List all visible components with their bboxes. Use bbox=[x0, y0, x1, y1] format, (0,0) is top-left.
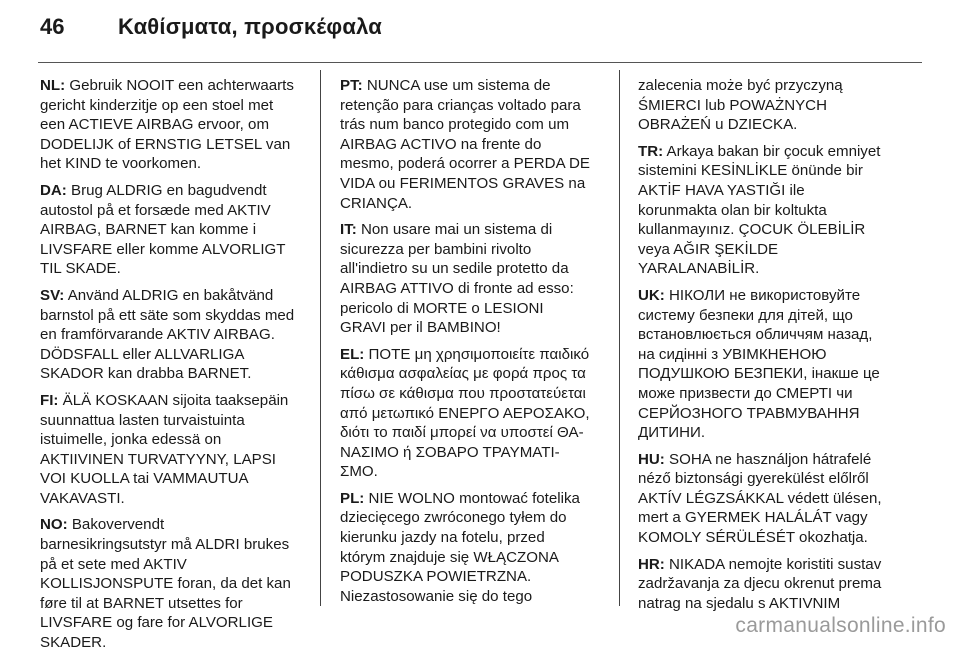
text-line bbox=[40, 391, 308, 411]
warning-paragraph bbox=[40, 515, 308, 652]
line-text: AIRBAG ATTIVO di fronte ad esso: bbox=[340, 279, 574, 297]
line-text: ΠΟΤΕ μη χρησιμοποιείτε παιδικό bbox=[364, 345, 590, 363]
text-line bbox=[638, 423, 906, 443]
line-text: kullanmayınız. ÇOCUK ÖLEBİLİR bbox=[638, 221, 866, 239]
text-line bbox=[40, 115, 308, 135]
text-line bbox=[40, 286, 308, 306]
line-text: Bakovervendt bbox=[67, 516, 165, 534]
language-code: UK: bbox=[638, 286, 665, 304]
text-line bbox=[40, 515, 308, 535]
warning-paragraph bbox=[638, 76, 906, 135]
line-text: διότι το παιδί μπορεί να υποστεί ΘΑ- bbox=[340, 424, 584, 442]
text-line bbox=[638, 306, 906, 326]
line-text: kierunku jazdy na fotelu, przed bbox=[340, 529, 545, 547]
line-text: korunmakta olan bir koltukta bbox=[638, 201, 827, 219]
text-line bbox=[40, 555, 308, 575]
line-text: barnesikringsutstyr må ALDRI brukes bbox=[40, 536, 290, 554]
line-text: KOMOLY SÉRÜLÉSÉT okozhatja. bbox=[638, 529, 868, 547]
text-line bbox=[638, 555, 906, 575]
text-line bbox=[340, 76, 608, 96]
language-code: EL: bbox=[340, 345, 365, 363]
warning-paragraph bbox=[40, 391, 308, 509]
text-line bbox=[40, 594, 308, 614]
line-text: систему безпеки для дітей, що bbox=[638, 306, 853, 324]
line-text: autostol på et forsæde med AKTIV bbox=[40, 201, 271, 219]
text-line bbox=[638, 286, 906, 306]
text-line bbox=[340, 462, 608, 482]
line-text: natrag na sjedalu s AKTIVNIM bbox=[638, 594, 841, 612]
text-line bbox=[638, 508, 906, 528]
line-text: suunnattua lasten turvaistuinta bbox=[40, 411, 245, 429]
text-line bbox=[638, 345, 906, 365]
line-text: LIVSFARE og fare for ALVORLIGE bbox=[40, 614, 273, 632]
line-text: DÖDSFALL eller ALLVARLIGA bbox=[40, 345, 245, 363]
line-text: κάθισμα ασφαλείας με φορά προς τα bbox=[340, 365, 586, 383]
text-line bbox=[40, 450, 308, 470]
text-line bbox=[638, 142, 906, 162]
text-line bbox=[638, 384, 906, 404]
line-text: ΣΜΟ. bbox=[340, 463, 378, 481]
warning-paragraph bbox=[638, 450, 906, 548]
text-line bbox=[340, 240, 608, 260]
line-text: het KIND te voorkomen. bbox=[40, 155, 202, 173]
line-text: ΝΑΣΙΜΟ ή ΣΟΒΑΡΟ ΤΡΑΥΜΑΤΙ- bbox=[340, 443, 560, 461]
page-number: 46 bbox=[40, 14, 65, 39]
text-line bbox=[340, 220, 608, 240]
text-line bbox=[340, 154, 608, 174]
column-divider bbox=[619, 70, 620, 606]
text-line bbox=[40, 240, 308, 260]
text-line bbox=[40, 259, 308, 279]
language-code: FI: bbox=[40, 391, 59, 409]
line-text: sistemini KESİNLİKLE önünde bir bbox=[638, 162, 863, 180]
text-line bbox=[638, 220, 906, 240]
text-line bbox=[40, 306, 308, 326]
text-line bbox=[340, 587, 608, 607]
text-line bbox=[638, 450, 906, 470]
text-line bbox=[340, 194, 608, 214]
text-line bbox=[40, 345, 308, 365]
line-text: en framförvarande AKTIV AIRBAG. bbox=[40, 326, 275, 344]
text-line bbox=[638, 404, 906, 424]
text-line bbox=[40, 154, 308, 174]
line-text: ДИТИНИ. bbox=[638, 424, 706, 442]
text-line bbox=[340, 259, 608, 279]
warning-paragraph bbox=[638, 286, 906, 443]
line-text: KOLLISJONSPUTE foran, da det kan bbox=[40, 575, 291, 593]
warning-paragraph bbox=[638, 555, 906, 614]
line-text: Gebruik NOOIT een achterwaarts bbox=[65, 77, 294, 94]
language-code: HU: bbox=[638, 450, 665, 468]
text-line bbox=[340, 508, 608, 528]
line-text: retenção para crianças voltado para bbox=[340, 96, 581, 114]
line-text: СЕРЙОЗНОГО ТРАВМУВАННЯ bbox=[638, 404, 860, 422]
language-code: NO: bbox=[40, 516, 68, 534]
text-line bbox=[40, 201, 308, 221]
line-text: LIVSFARE eller komme ALVORLIGT bbox=[40, 240, 286, 258]
warning-paragraph bbox=[340, 76, 608, 213]
text-line bbox=[40, 535, 308, 555]
text-line bbox=[340, 115, 608, 135]
line-text: на сидінні з УВІМКНЕНОЮ bbox=[638, 345, 827, 363]
text-line bbox=[340, 135, 608, 155]
watermark: carmanualsonline.info bbox=[735, 614, 946, 637]
line-text: néző biztonsági gyerekülést előlről bbox=[638, 470, 869, 488]
line-text: mert a GYERMEK HALÁLÁT vagy bbox=[638, 509, 868, 527]
language-code: IT: bbox=[340, 221, 357, 239]
line-text: NUNCA use um sistema de bbox=[362, 77, 551, 94]
line-text: którym znajduje się WŁĄCZONA bbox=[340, 548, 559, 566]
line-text: gericht kinderzitje op een stoel met bbox=[40, 96, 274, 114]
text-line bbox=[40, 96, 308, 116]
line-text: ПОДУШКОЮ БЕЗПЕКИ, інакше це bbox=[638, 365, 880, 383]
text-line bbox=[638, 240, 906, 260]
text-line bbox=[40, 613, 308, 633]
line-text: OBRAŻEŃ u DZIECKA. bbox=[638, 116, 798, 134]
line-text: AIRBAG, BARNET kan komme i bbox=[40, 221, 257, 239]
line-text: SKADOR kan drabba BARNET. bbox=[40, 365, 252, 383]
line-text: føre til at BARNET utsettes for bbox=[40, 594, 243, 612]
text-line bbox=[340, 96, 608, 116]
language-code: SV: bbox=[40, 286, 65, 304]
line-text: mesmo, poderá ocorrer a PERDA DE bbox=[340, 155, 590, 173]
warning-paragraph bbox=[40, 76, 308, 174]
text-line bbox=[638, 325, 906, 345]
text-line bbox=[40, 76, 308, 96]
line-text: veya AĞIR ŞEKİLDE bbox=[638, 240, 779, 258]
line-text: από μετωπικό ΕΝΕΡΓΟ ΑΕΡΟΣΑΚΟ, bbox=[340, 404, 590, 422]
text-column-2 bbox=[340, 76, 608, 613]
line-text: DODELIJK of ERNSTIG LETSEL van bbox=[40, 135, 291, 153]
text-line bbox=[40, 135, 308, 155]
line-text: SOHA ne használjon hátrafelé bbox=[664, 450, 872, 468]
line-text: CRIANÇA. bbox=[340, 194, 413, 212]
column-divider bbox=[320, 70, 321, 606]
line-text: НІКОЛИ не використовуйте bbox=[664, 286, 861, 304]
text-line bbox=[638, 115, 906, 135]
warning-paragraph bbox=[340, 489, 608, 607]
text-line bbox=[40, 181, 308, 201]
text-line bbox=[40, 574, 308, 594]
text-line bbox=[340, 299, 608, 319]
line-text: GRAVI per il BAMBINO! bbox=[340, 319, 501, 337]
line-text: zalecenia może być przyczyną bbox=[638, 77, 843, 94]
line-text: PODUSZKA POWIETRZNA. bbox=[340, 568, 532, 586]
language-code: DA: bbox=[40, 181, 67, 199]
text-line bbox=[340, 174, 608, 194]
text-line bbox=[638, 528, 906, 548]
line-text: VAKAVASTI. bbox=[40, 489, 125, 507]
text-line bbox=[638, 469, 906, 489]
text-line bbox=[40, 489, 308, 509]
text-line bbox=[340, 443, 608, 463]
line-text: NIE WOLNO montować fotelika bbox=[364, 489, 580, 507]
line-text: VOI KUOLLA tai VAMMAUTUA bbox=[40, 470, 249, 488]
warning-paragraph bbox=[638, 142, 906, 279]
warning-paragraph bbox=[340, 220, 608, 338]
text-column-3 bbox=[638, 76, 906, 620]
text-line bbox=[638, 594, 906, 614]
line-text: trás num banco protegido com um bbox=[340, 116, 570, 134]
line-text: AIRBAG ACTIVO na frente do bbox=[340, 135, 542, 153]
text-line bbox=[638, 574, 906, 594]
line-text: zadržavanja za djecu okrenut prema bbox=[638, 575, 882, 593]
line-text: dziecięcego zwróconego tyłem do bbox=[340, 509, 567, 527]
warning-paragraph bbox=[40, 286, 308, 384]
text-line bbox=[40, 325, 308, 345]
line-text: sicurezza per bambini rivolto bbox=[340, 240, 532, 258]
text-line bbox=[340, 567, 608, 587]
text-line bbox=[340, 423, 608, 443]
page-header bbox=[40, 14, 382, 48]
text-line bbox=[638, 364, 906, 384]
line-text: VIDA ou FERIMENTOS GRAVES na bbox=[340, 174, 586, 192]
line-text: AKTÍV LÉGZSÁKKAL védett ülésen, bbox=[638, 489, 882, 507]
text-line bbox=[40, 469, 308, 489]
text-line bbox=[340, 345, 608, 365]
line-text: AKTİF HAVA YASTIĞI ile bbox=[638, 181, 805, 199]
header-rule bbox=[38, 62, 922, 63]
text-line bbox=[638, 76, 906, 96]
language-code: TR: bbox=[638, 142, 664, 160]
line-text: AKTIIVINEN TURVATYYNY, LAPSI bbox=[40, 450, 276, 468]
text-line bbox=[40, 364, 308, 384]
line-text: een ACTIEVE AIRBAG ervoor, om bbox=[40, 116, 270, 134]
line-text: ÄLÄ KOSKAAN sijoita taaksepäin bbox=[58, 391, 289, 409]
line-text: Använd ALDRIG en bakåtvänd bbox=[64, 286, 274, 304]
text-line bbox=[340, 489, 608, 509]
text-line bbox=[638, 489, 906, 509]
text-line bbox=[40, 430, 308, 450]
text-line bbox=[340, 318, 608, 338]
language-code: PT: bbox=[340, 77, 363, 94]
line-text: Arkaya bakan bir çocuk emniyet bbox=[663, 142, 881, 160]
text-line bbox=[40, 633, 308, 653]
text-line bbox=[340, 548, 608, 568]
text-line bbox=[638, 259, 906, 279]
text-line bbox=[638, 96, 906, 116]
page-title: Καθίσματα, προσκέφαλα bbox=[118, 14, 382, 39]
language-code: PL: bbox=[340, 489, 365, 507]
text-line bbox=[340, 384, 608, 404]
warning-paragraph bbox=[40, 181, 308, 279]
text-line bbox=[638, 181, 906, 201]
line-text: pericolo di MORTE o LESIONI bbox=[340, 299, 544, 317]
text-line bbox=[40, 411, 308, 431]
line-text: TIL SKADE. bbox=[40, 260, 121, 278]
line-text: πίσω σε κάθισμα που προστατεύεται bbox=[340, 384, 586, 402]
text-line bbox=[340, 279, 608, 299]
warning-paragraph bbox=[340, 345, 608, 482]
line-text: Brug ALDRIG en bagudvendt bbox=[66, 181, 267, 199]
line-text: YARALANABİLİR. bbox=[638, 260, 760, 278]
line-text: NIKADA nemojte koristiti sustav bbox=[664, 555, 882, 573]
text-line bbox=[638, 161, 906, 181]
language-code: NL: bbox=[40, 77, 66, 94]
text-column-1 bbox=[40, 76, 308, 660]
language-code: HR: bbox=[638, 555, 665, 573]
line-text: istuimelle, jonka edessä on bbox=[40, 431, 222, 449]
line-text: Niezastosowanie się do tego bbox=[340, 587, 533, 605]
line-text: Non usare mai un sistema di bbox=[356, 221, 553, 239]
line-text: ŚMIERCI lub POWAŻNYCH bbox=[638, 96, 827, 114]
line-text: SKADER. bbox=[40, 634, 107, 652]
text-line bbox=[40, 220, 308, 240]
line-text: може призвести до СМЕРТІ чи bbox=[638, 384, 853, 402]
line-text: barnstol på ett säte som skyddas med bbox=[40, 306, 295, 324]
text-line bbox=[638, 201, 906, 221]
line-text: all'indietro su un sedile protetto da bbox=[340, 260, 569, 278]
text-line bbox=[340, 364, 608, 384]
text-line bbox=[340, 404, 608, 424]
text-line bbox=[340, 528, 608, 548]
line-text: på et sete med AKTIV bbox=[40, 555, 187, 573]
line-text: встановлюється обличчям назад, bbox=[638, 326, 873, 344]
